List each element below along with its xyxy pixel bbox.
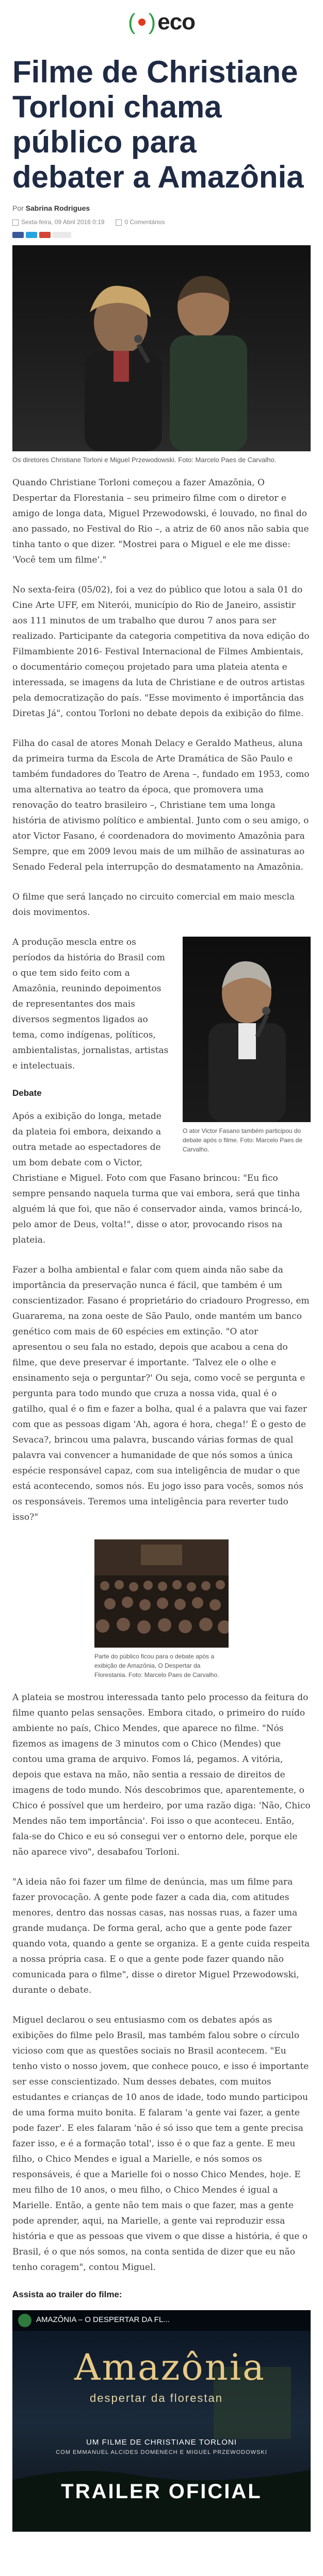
figure2-caption: O ator Victor Fasano também participou do debate após o filme. Foto: Marcelo Paes de Carvalho. [183, 1127, 303, 1153]
paragraph-3: Filha do casal de atores Monah Delacy e Geraldo Matheus, aluna da primeira turma da Escola de Arte Dramática de São Paulo e também fundadores do Teatro de Arena –, fundado em 1953, como uma alternativa ao teatro da época, que promovera uma renovação do teatro brasileiro –, Christiane tem uma longa história de ativismo político e ambiental. Junto com o seu amigo, o ator Victor Fasano, é coordenadora do movimento Amazônia para Sempre, que em 2009 levou mais de um milhão de assinaturas ao Senado Federal pela interrupção do desmatamento na Amazônia. [12, 738, 310, 872]
audience-photo [94, 1539, 229, 1648]
video-label: TRAILER OFICIAL [61, 2480, 262, 2503]
site-logo[interactable] [128, 9, 195, 35]
byline [12, 204, 311, 212]
debate-paragraph-1: Após a exibição do longa, metade da plateia foi embora, deixando a outra metade ao espectadores de um bom debate com o Victor, Christiane e Miguel. Foto com que Fasano brincou: "Eu fico sempre pensando naquela turma que vai embora, será que tinha alguém lá que foi, que não é conservador ainda, vamos brincá-lo, pelo amor de Deus, volta!", disse o ator, provocando risos na plateia. [12, 1111, 302, 1245]
logo-dot [138, 19, 146, 26]
video-big-title: Amazônia [74, 2346, 266, 2388]
victor-photo [183, 937, 311, 1122]
debate-paragraph-2: Fazer a bolha ambiental e falar com quem ainda não sabe da importância da preservação nunca é fácil, que também é um conscientizador. Fasano é proprietário do criadouro Progresso, em Guararema, na zona oeste de São Paulo, onde mantém um banco genético com mais de 60 espécies em extinção. "O ator apresentou o seu fala no estado, depois que acabou a cena do filme, que deve preservar é importante. 'Talvez ele o olhe e ensinamento seja o perguntar?' Ou seja, como você se pergunta e pergunta para todo mundo que cruza a nossa vida, qual é o gatilho, qual é o fim e fazer a bolha, qual é a palavra que vai fazer com que as pessoas digam 'Ah, agora é hora, chega!' É o gesto de Sevaca?, brincou uma palavra, buscando várias formas de qual palavra vai convencer a humanidade de que nós somos a única espécie responsável capaz, com sua inteligência de mudar o que está acontecendo, somos nós. Eu jogo isso para vocês, somos nós os responsáveis. Teremos uma inteligência para reverter tudo isso?" [12, 1265, 310, 1522]
paragraph-5: A produção mescla entre os períodos da história do Brasil com o que tem sido feito com a Amazônia, reunindo depoimentos de representantes dos mais diversos segmentos ligados ao tema, como indígenas, políticos, ambientalistas, jornalistas, artistas e intelectuais. [12, 937, 169, 1071]
paragraph-2: No sexta-feira (05/02), foi a vez do público que lotou a sala 01 do Cine Arte UFF, em Niterói, município do Rio de Janeiro, assistir aos 111 minutos de um trabalho que durou 7 anos para ser realizado. Participante da categoria competitiva da nova edição do Filmambiente 2016- Festival Internacional de Filmes Ambientais, o documentário começou projetado para uma plateia atenta e interessada, se imagens da luta de Christiane e de outros artistas pela democratização do país. "Esse movimento é importância das Diretas Já", contou Torloni no debate depois da exibição do filme. [12, 585, 310, 719]
logo-paren-right: ) [148, 9, 156, 35]
figure-audience [94, 1539, 229, 1682]
date-text: Sexta-feira, 09 Abril 2016 0:19 [21, 218, 105, 226]
article-title: Filme de Christiane Torloni chama público para debater a Amazônia [12, 55, 304, 194]
comments-text: 0 Comentários [124, 218, 165, 226]
trailer-video[interactable] [12, 2310, 311, 2532]
twitter-share-button[interactable] [26, 232, 37, 238]
video-credit-1: UM FILME DE CHRISTIANE TORLONI [86, 2438, 237, 2447]
victor-illustration [183, 937, 311, 1122]
logo-o [137, 19, 147, 26]
video-credit-2: COM EMMANUEL ALCIDES DOMENECH E MIGUEL PRZEWODOWSKI [56, 2449, 267, 2455]
logo-text: eco [157, 9, 196, 35]
facebook-share-button[interactable] [12, 232, 24, 238]
video-title[interactable]: AMAZÔNIA – O DESPERTAR DA FL... [36, 2315, 170, 2324]
like-button[interactable] [53, 232, 71, 238]
trailer-heading: Assista ao trailer do filme: [12, 2290, 122, 2299]
debate-heading: Debate [12, 1088, 42, 1098]
video-subtitle: despertar da florestan [90, 2392, 223, 2404]
directors-illustration [12, 245, 311, 451]
logo-paren-left: ( [127, 9, 135, 35]
site-header [12, 0, 311, 44]
figure-directors [12, 245, 311, 467]
article-meta [12, 218, 311, 226]
googleplus-share-button[interactable] [39, 232, 51, 238]
article-date [12, 218, 104, 226]
debate-paragraph-5: Miguel declarou o seu entusiasmo com os debates após as exibições do filme pelo Brasil, mas também falou sobre o círculo vicioso com que as questões sociais no Brasil acontecem. "Eu tenho visto o nosso jovem, que conhece pouco, e isso é importante ser esse conscientizado. Num desses debates, com muitos estudantes e crianças de 10 anos de idade, todo mundo participou de uma forma muito bonita. E falaram 'a gente vai fazer, a gente pode fazer'. E eles falaram 'não é só isso que tem a gente precisa fazer isso, e é a formação total', isso é o que faz a gente. E meu filho, o Chico Mendes e igual a Marielle, e nós somos os responsáveis, é que a Marielle foi o nosso Chico Mendes, hoje. E meu filho de 10 anos, o meu filho, o Chico Mendes é igual a Marielle. Então, a gente não tem mais o que fazer, mas a gente pode aprender, aqui, na Marielle, a gente vai reproduzir essa história e que as pessoas que vivem o que disse a história, é que o Brasil, é o que nós somos, na conta sentida de dizer que eu não tenho coragem", contou Miguel. [12, 2015, 309, 2273]
audience-illustration [94, 1539, 229, 1648]
debate-paragraph-4: "A ideia não foi fazer um filme de denúncia, mas um filme para fazer provocação. A gente pode fazer a cada dia, com atitudes menores, dentro das nossas casas, nas nossas ruas, a fazer uma grande mudança. De forma geral, acho que a gente pode fazer quando vota, quando a gente se organiza. E a gente cuida respeita a nossa própria casa. E o que a gente pode fazer quando não comunicada para o filme", disse o diretor Miguel Przewodowski, durante o debate. [12, 1877, 310, 1995]
calendar-icon [12, 219, 19, 226]
author-name[interactable]: Sabrina Rodrigues [25, 204, 90, 212]
article-comments[interactable] [116, 218, 165, 226]
paragraph-1: Quando Christiane Torloni começou a fazer Amazônia, O Despertar da Florestania – seu primeiro filme com o diretor e amigo de longa data, Miguel Przewodowski, é louvado, no final do ano passado, no Festival do Rio –, a atriz de 60 anos não sabia que tinha tanto o que dizer. "Mostrei para o Miguel e ele me disse: 'Você tem um filme'." [12, 478, 309, 565]
comment-icon [116, 219, 122, 226]
figure3-caption: Parte do público ficou para o debate após a exibição de Amazônia, O Despertar da Florestania. Foto: Marcelo Paes de Carvalho. [94, 1653, 219, 1679]
debate-paragraph-3: A plateia se mostrou interessada tanto pelo processo da feitura do filme quanto pelas sensações. Embora citado, o primeiro do ruído ambiente no país, Chico Mendes, que aparece no filme. "Nós fizemos as imagens de 3 minutos com o Chico (Mendes) que contou uma grama de arquivo. Fomos lá, pegamos. A vitória, depois que estava na mão, não sentia a ressaio de direitos de imagens de todo mundo. Nós descobrimos que, aparentemente, o Chico é possível que um herdeiro, por uma razão diga: 'Não, Chico Mendes não tem importância'. Foi isso o que aconteceu. Então, fala-se do Chico e eu só consegui ver o entorno dele, porque ele não aparece vivo", desabafou Torloni. [12, 1692, 311, 1857]
figure1-caption: Os diretores Christiane Torloni e Miguel Przewodowski. Foto: Marcelo Paes de Carvalho. [12, 456, 277, 464]
share-bar [12, 232, 311, 238]
figure-victor-fasano [183, 937, 311, 1156]
paragraph-4: O filme que será lançado no circuito comercial em maio mescla dois movimentos. [12, 892, 295, 918]
byline-prefix: Por [12, 204, 24, 212]
directors-photo [12, 245, 311, 451]
